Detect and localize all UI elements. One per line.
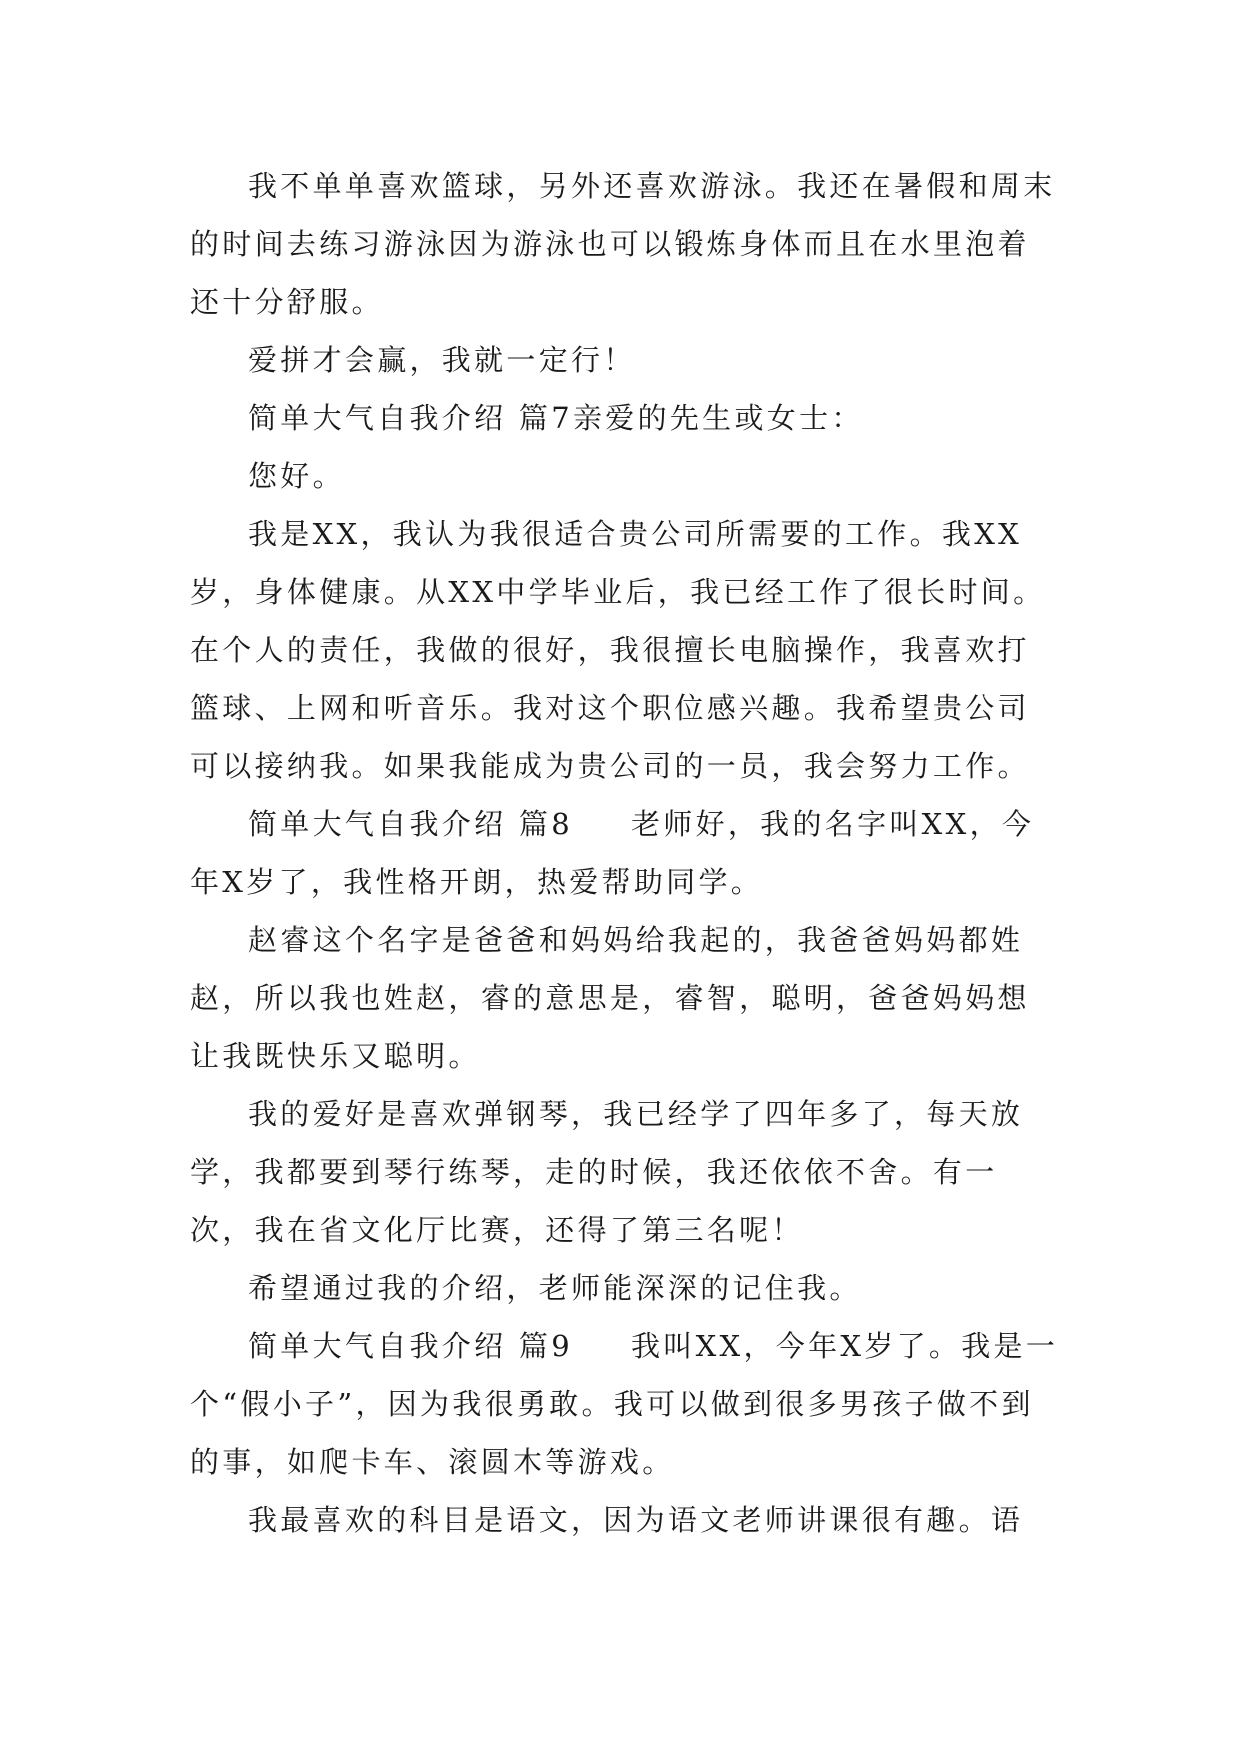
section-8-paragraph: [190, 795, 1060, 911]
section-8-heading: 简单大气自我介绍 篇8: [248, 807, 573, 841]
paragraph: 赵睿这个名字是爸爸和妈妈给我起的，我爸爸妈妈都姓赵，所以我也姓赵，睿的意思是，睿智，聪明，爸爸妈妈想让我既快乐又聪明。: [190, 923, 1030, 1073]
paragraph: 我是XX，我认为我很适合贵公司所需要的工作。我XX岁，身体健康。从XX中学毕业后，我已经工作了很长时间。在个人的责任，我做的很好，我很擅长电脑操作，我喜欢打篮球、上网和听音乐。我对这个职位感兴趣。我希望贵公司可以接纳我。如果我能成为贵公司的一员，我会努力工作。: [190, 517, 1046, 783]
section-8-text: 老师好，我的名字叫XX，今年X岁了，我性格开朗，热爱帮助同学。: [190, 807, 1035, 899]
paragraph: 我最喜欢的科目是语文，因为语文老师讲课很有趣。语: [248, 1503, 1024, 1537]
paragraph: 我不单单喜欢篮球，另外还喜欢游泳。我还在暑假和周末的时间去练习游泳因为游泳也可以锻炼身体而且在水里泡着还十分舒服。: [190, 169, 1056, 319]
paragraph: 爱拼才会赢，我就一定行！: [248, 343, 636, 377]
paragraph: 希望通过我的介绍，老师能深深的记住我。: [248, 1271, 862, 1305]
paragraph: 简单大气自我介绍 篇7亲爱的先生或女士：: [248, 401, 864, 435]
paragraph: 我的爱好是喜欢弹钢琴，我已经学了四年多了，每天放学，我都要到琴行练琴，走的时候，我还依依不舍。有一次，我在省文化厅比赛，还得了第三名呢！: [190, 1097, 1024, 1247]
section-9-heading: 简单大气自我介绍 篇9: [248, 1329, 573, 1363]
section-9-paragraph: [190, 1317, 1060, 1491]
paragraph: 您好。: [248, 459, 345, 493]
document-body: [190, 157, 1060, 1549]
section-9-text: 我叫XX，今年X岁了。我是一个“假小子”，因为我很勇敢。我可以做到很多男孩子做不到的事，如爬卡车、滚圆木等游戏。: [190, 1329, 1059, 1479]
